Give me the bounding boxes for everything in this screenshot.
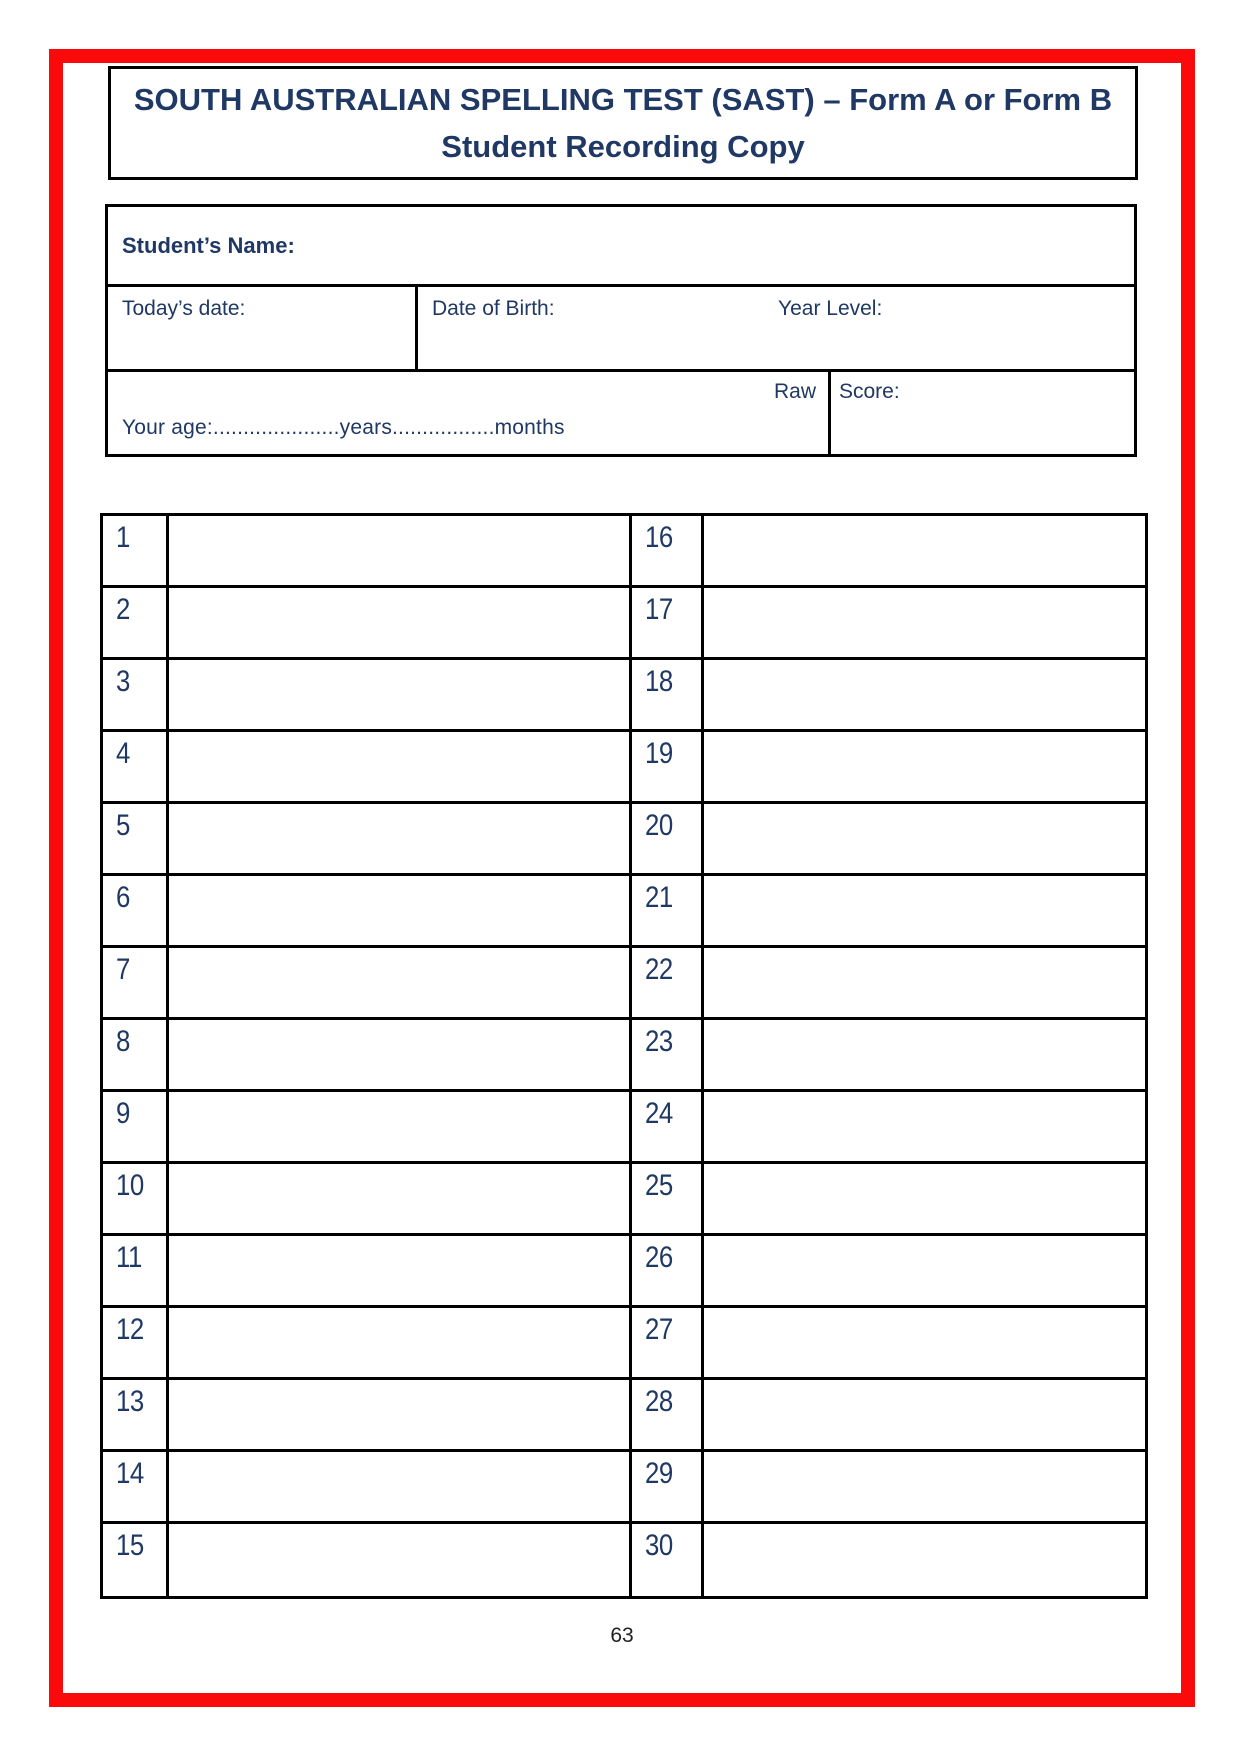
word-number-cell	[103, 1164, 169, 1236]
word-entry-cell	[169, 804, 632, 876]
word-entry-cell	[169, 732, 632, 804]
word-entry-cell	[704, 516, 1145, 588]
date-of-birth-label: Date of Birth:	[432, 297, 555, 320]
word-entry-cell	[169, 1308, 632, 1380]
date-row	[108, 287, 1134, 372]
word-entry-cell	[704, 1020, 1145, 1092]
word-number: 12	[116, 1313, 144, 1346]
word-number: 13	[116, 1385, 144, 1418]
table-row	[103, 1020, 1145, 1092]
word-number: 21	[645, 881, 673, 914]
word-entry-cell	[704, 1380, 1145, 1452]
word-number: 27	[645, 1313, 673, 1346]
year-level-label: Year Level:	[778, 297, 883, 320]
word-number: 29	[645, 1457, 673, 1490]
raw-score-label-left: Raw	[773, 380, 816, 403]
word-entry-cell	[704, 1236, 1145, 1308]
word-number: 15	[116, 1529, 144, 1562]
word-entry-cell	[704, 660, 1145, 732]
word-entry-cell	[704, 1092, 1145, 1164]
word-number: 17	[645, 593, 673, 626]
table-row	[103, 588, 1145, 660]
age-field	[108, 372, 831, 454]
word-entry-cell	[169, 1164, 632, 1236]
word-entry-cell	[169, 1452, 632, 1524]
word-number-cell	[632, 876, 704, 948]
word-number-cell	[103, 804, 169, 876]
todays-date-field	[108, 287, 418, 369]
table-row	[103, 1380, 1145, 1452]
word-number: 24	[645, 1097, 673, 1130]
word-entry-cell	[704, 876, 1145, 948]
table-row	[103, 732, 1145, 804]
form-title: SOUTH AUSTRALIAN SPELLING TEST (SAST) – Form A or Form B	[133, 82, 1113, 117]
word-number-cell	[632, 1020, 704, 1092]
page-number: 63	[610, 1624, 634, 1647]
word-number: 30	[645, 1529, 673, 1562]
word-number-cell	[103, 1380, 169, 1452]
word-entry-cell	[704, 1452, 1145, 1524]
table-row	[103, 1452, 1145, 1524]
word-number-cell	[632, 660, 704, 732]
word-number-cell	[103, 1020, 169, 1092]
word-number: 8	[116, 1025, 130, 1058]
table-row	[103, 1092, 1145, 1164]
word-number: 26	[645, 1241, 673, 1274]
student-info-box	[105, 204, 1137, 457]
word-number-cell	[632, 1236, 704, 1308]
word-number: 28	[645, 1385, 673, 1418]
word-number-cell	[103, 516, 169, 588]
word-entry-cell	[169, 948, 632, 1020]
word-number-cell	[103, 1308, 169, 1380]
word-entry-cell	[169, 660, 632, 732]
word-number: 7	[116, 953, 130, 986]
age-raw-score-row	[108, 372, 1134, 454]
word-entry-cell	[704, 588, 1145, 660]
word-number-cell	[103, 588, 169, 660]
word-number-cell	[103, 876, 169, 948]
word-entry-cell	[169, 1524, 632, 1596]
word-number-cell	[632, 1092, 704, 1164]
student-name-label: Student’s Name:	[122, 233, 295, 258]
table-row	[103, 948, 1145, 1020]
word-entry-cell	[704, 732, 1145, 804]
word-table	[100, 513, 1148, 1599]
word-entry-cell	[704, 1308, 1145, 1380]
word-number-cell	[632, 1308, 704, 1380]
todays-date-label: Today’s date:	[122, 297, 246, 320]
word-number: 6	[116, 881, 130, 914]
word-number: 19	[645, 737, 673, 770]
word-number-cell	[103, 948, 169, 1020]
word-number: 22	[645, 953, 673, 986]
student-name-field	[108, 207, 1134, 287]
table-row	[103, 1308, 1145, 1380]
word-number: 10	[116, 1169, 144, 1202]
word-number: 23	[645, 1025, 673, 1058]
table-row	[103, 660, 1145, 732]
word-entry-cell	[169, 1020, 632, 1092]
word-number-cell	[103, 1092, 169, 1164]
word-entry-cell	[169, 1092, 632, 1164]
table-row	[103, 516, 1145, 588]
word-number-cell	[103, 1452, 169, 1524]
word-entry-cell	[704, 948, 1145, 1020]
word-number: 2	[116, 593, 130, 626]
age-line-label: Your age:.....................years.................months	[122, 416, 565, 439]
word-number-cell	[632, 516, 704, 588]
word-number: 4	[116, 737, 130, 770]
word-number: 18	[645, 665, 673, 698]
word-entry-cell	[169, 1380, 632, 1452]
word-entry-cell	[704, 1524, 1145, 1596]
word-number: 9	[116, 1097, 130, 1130]
word-entry-cell	[169, 588, 632, 660]
word-number-cell	[103, 732, 169, 804]
word-number-cell	[632, 804, 704, 876]
word-number-cell	[632, 948, 704, 1020]
word-entry-cell	[704, 804, 1145, 876]
word-number: 25	[645, 1169, 673, 1202]
word-number: 20	[645, 809, 673, 842]
word-number: 5	[116, 809, 130, 842]
word-number: 14	[116, 1457, 144, 1490]
table-row	[103, 1236, 1145, 1308]
table-row	[103, 804, 1145, 876]
table-row	[103, 876, 1145, 948]
word-number-cell	[632, 732, 704, 804]
word-number-cell	[103, 1524, 169, 1596]
word-number: 1	[116, 521, 130, 554]
word-number: 3	[116, 665, 130, 698]
word-number-cell	[103, 1236, 169, 1308]
raw-score-field	[831, 372, 1134, 454]
table-row	[103, 1164, 1145, 1236]
title-box	[108, 66, 1138, 180]
word-number-cell	[103, 660, 169, 732]
raw-score-label-right: Score:	[839, 380, 900, 403]
word-number: 16	[645, 521, 673, 554]
date-of-birth-field	[418, 287, 1134, 369]
word-entry-cell	[169, 876, 632, 948]
word-entry-cell	[169, 1236, 632, 1308]
word-number-cell	[632, 1452, 704, 1524]
word-number-cell	[632, 1524, 704, 1596]
word-number-cell	[632, 588, 704, 660]
table-row	[103, 1524, 1145, 1596]
word-number-cell	[632, 1380, 704, 1452]
word-entry-cell	[704, 1164, 1145, 1236]
word-number-cell	[632, 1164, 704, 1236]
form-subtitle: Student Recording Copy	[441, 129, 805, 164]
word-number: 11	[116, 1241, 142, 1274]
word-entry-cell	[169, 516, 632, 588]
